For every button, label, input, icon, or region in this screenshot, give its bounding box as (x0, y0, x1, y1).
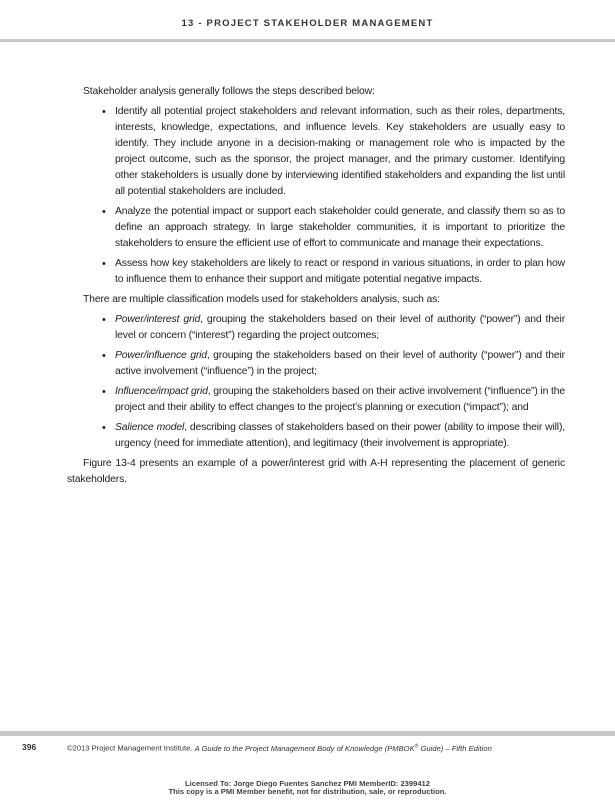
model-description: , grouping the stakeholders based on their level of authority (“power”) and their active involvement (“influence”) in the project; (115, 350, 565, 377)
book-title: A Guide to the Project Management Body of Knowledge (PMBOK® Guide) – Fifth Edition (194, 743, 492, 753)
registered-mark: ® (414, 743, 419, 749)
models-intro-paragraph: There are multiple classification models used for stakeholders analysis, such as: (83, 294, 440, 305)
analysis-steps-list (67, 104, 565, 288)
model-term: Influence/impact grid (115, 386, 208, 397)
list-item (115, 348, 565, 380)
model-term: Power/influence grid (115, 350, 207, 361)
list-item (115, 420, 565, 452)
license-line: Licensed To: Jorge Diego Fuentes Sanchez PMI MemberID: 2399412 (184, 779, 431, 788)
footer-copyright (67, 743, 492, 753)
list-item (115, 312, 565, 344)
classification-models-list (67, 312, 565, 452)
footer-divider (0, 731, 615, 736)
page-number: 396 (22, 742, 37, 752)
model-term: Power/interest grid (115, 314, 201, 325)
list-item: • Identify all potential project stakeholders and relevant information, such as their roles, departments, interests, knowledge, expectations, and influence levels. Key stakeholders are usually easy to identify. They include anyone in a decision-making or management role who is impacted by the project outcome, such as the sponsor, the project manager, and the primary customer. Identifying other stakeholders is usually done by interviewing identified stakeholders and expanding the list until all potential stakeholders are included. (115, 104, 565, 200)
header-divider (0, 39, 615, 42)
model-description: , grouping the stakeholders based on their level of authority (“power”) and their level or concern (“interest”) regarding the project outcomes; (115, 314, 566, 341)
distribution-notice: This copy is a PMI Member benefit, not for distribution, sale, or reproduction. (168, 787, 447, 796)
model-description: , grouping the stakeholders based on their active involvement (“influence”) in the project and their ability to effect changes to the project’s planning or execution (“impact”); and (115, 386, 565, 413)
list-item: • Analyze the potential impact or support each stakeholder could generate, and classify them so as to define an approach strategy. In large stakeholder communities, it is important to prioritize the stakeholders to ensure the efficient use of effort to communicate and manage their expectations. (115, 204, 565, 252)
closing-paragraph: Figure 13-4 presents an example of a power/interest grid with A-H representing the placement of generic stakeholders. (67, 458, 565, 485)
copyright-notice: ©2013 Project Management Institute. (67, 743, 195, 753)
model-description: , describing classes of stakeholders based on their power (ability to impose their will), urgency (need for immediate attention), and legitimacy (their involvement is appropriate). (115, 422, 565, 449)
model-term: Salience model (115, 422, 185, 433)
list-item (115, 384, 565, 416)
intro-paragraph: Stakeholder analysis generally follows the steps described below: (83, 86, 375, 97)
list-item: • Assess how key stakeholders are likely to react or respond in various situations, in order to plan how to influence them to enhance their support and mitigate potential negative impacts. (115, 256, 565, 288)
page-body (67, 84, 565, 488)
running-header: 13 - PROJECT STAKEHOLDER MANAGEMENT (181, 18, 434, 29)
